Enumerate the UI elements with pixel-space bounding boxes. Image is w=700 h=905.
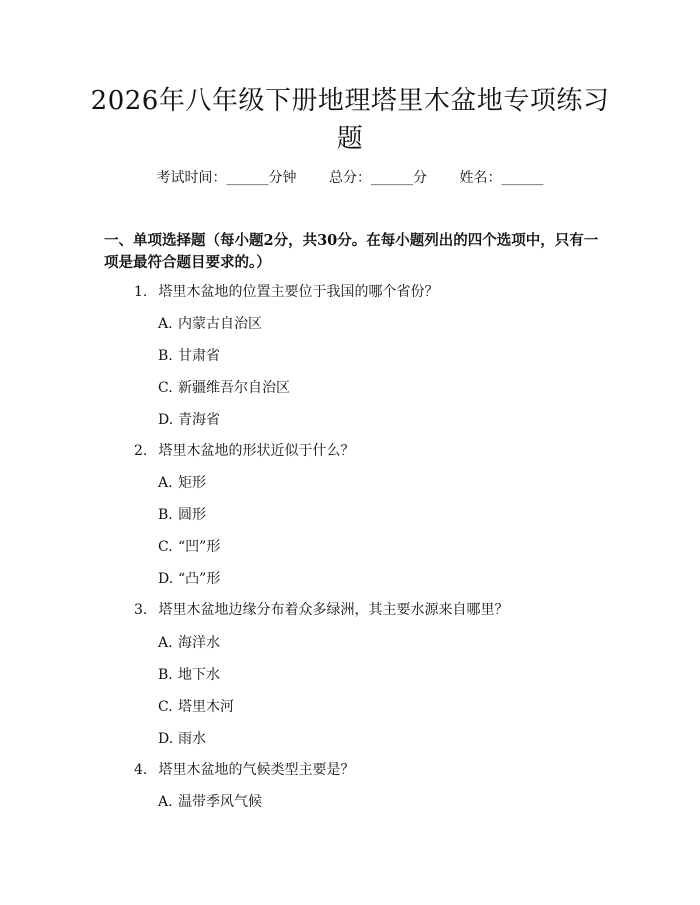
question-3 — [134, 600, 508, 620]
option-letter: A. — [158, 794, 173, 810]
question-4 — [134, 760, 354, 780]
q2-option-d — [158, 569, 220, 589]
option-letter: C. — [158, 380, 173, 396]
q4-option-a — [158, 792, 262, 812]
question-1 — [134, 282, 438, 302]
option-letter: C. — [158, 539, 173, 555]
q2-option-a — [158, 473, 206, 493]
exam-time: 考试时间：______分钟 — [156, 170, 297, 186]
option-text: “凸”形 — [178, 571, 221, 587]
option-letter: D. — [158, 412, 174, 428]
question-number: 1. — [134, 284, 148, 300]
option-letter: B. — [158, 507, 173, 523]
section-heading: 一、单项选择题（每小题2分，共30分。在每小题列出的四个选项中，只有一项是最符合题目要求的。） — [104, 232, 599, 271]
option-text: 青海省 — [178, 412, 220, 428]
page-title — [80, 82, 620, 158]
exam-meta — [0, 168, 700, 188]
question-text: 塔里木盆地的气候类型主要是？ — [158, 762, 355, 778]
option-text: 塔里木河 — [178, 699, 234, 715]
option-letter: D. — [158, 731, 174, 747]
question-text: 塔里木盆地的位置主要位于我国的哪个省份？ — [158, 284, 439, 300]
option-text: 新疆维吾尔自治区 — [178, 380, 290, 396]
option-text: “凹”形 — [178, 539, 221, 555]
q1-option-d — [158, 410, 220, 430]
option-letter: B. — [158, 667, 173, 683]
option-letter: A. — [158, 475, 173, 491]
option-letter: D. — [158, 571, 174, 587]
option-text: 矩形 — [178, 475, 206, 491]
question-number: 3. — [134, 602, 148, 618]
total-score: 总分：______分 — [329, 170, 427, 186]
question-text: 塔里木盆地的形状近似于什么？ — [158, 443, 355, 459]
question-2 — [134, 441, 354, 461]
q2-option-c — [158, 537, 220, 557]
option-letter: A. — [158, 316, 173, 332]
option-text: 圆形 — [178, 507, 206, 523]
option-text: 雨水 — [178, 731, 206, 747]
option-letter: B. — [158, 348, 173, 364]
option-text: 海洋水 — [178, 635, 220, 651]
option-text: 甘肃省 — [178, 348, 220, 364]
option-letter: A. — [158, 635, 173, 651]
option-text: 温带季风气候 — [178, 794, 262, 810]
option-letter: C. — [158, 699, 173, 715]
q3-option-a — [158, 633, 220, 653]
question-number: 2. — [134, 443, 148, 459]
question-text: 塔里木盆地边缘分布着众多绿洲，其主要水源来自哪里？ — [158, 602, 509, 618]
q3-option-b — [158, 665, 220, 685]
title-line-1: 2026年八年级下册地理塔里木盆地专项练习 — [90, 86, 610, 116]
q2-option-b — [158, 505, 206, 525]
option-text: 地下水 — [178, 667, 220, 683]
q1-option-c — [158, 378, 290, 398]
q1-option-a — [158, 314, 262, 334]
q3-option-c — [158, 697, 234, 717]
title-line-2: 题 — [336, 124, 364, 154]
student-name: 姓名：______ — [459, 170, 544, 186]
q3-option-d — [158, 729, 206, 749]
option-text: 内蒙古自治区 — [178, 316, 262, 332]
question-number: 4. — [134, 762, 148, 778]
q1-option-b — [158, 346, 220, 366]
